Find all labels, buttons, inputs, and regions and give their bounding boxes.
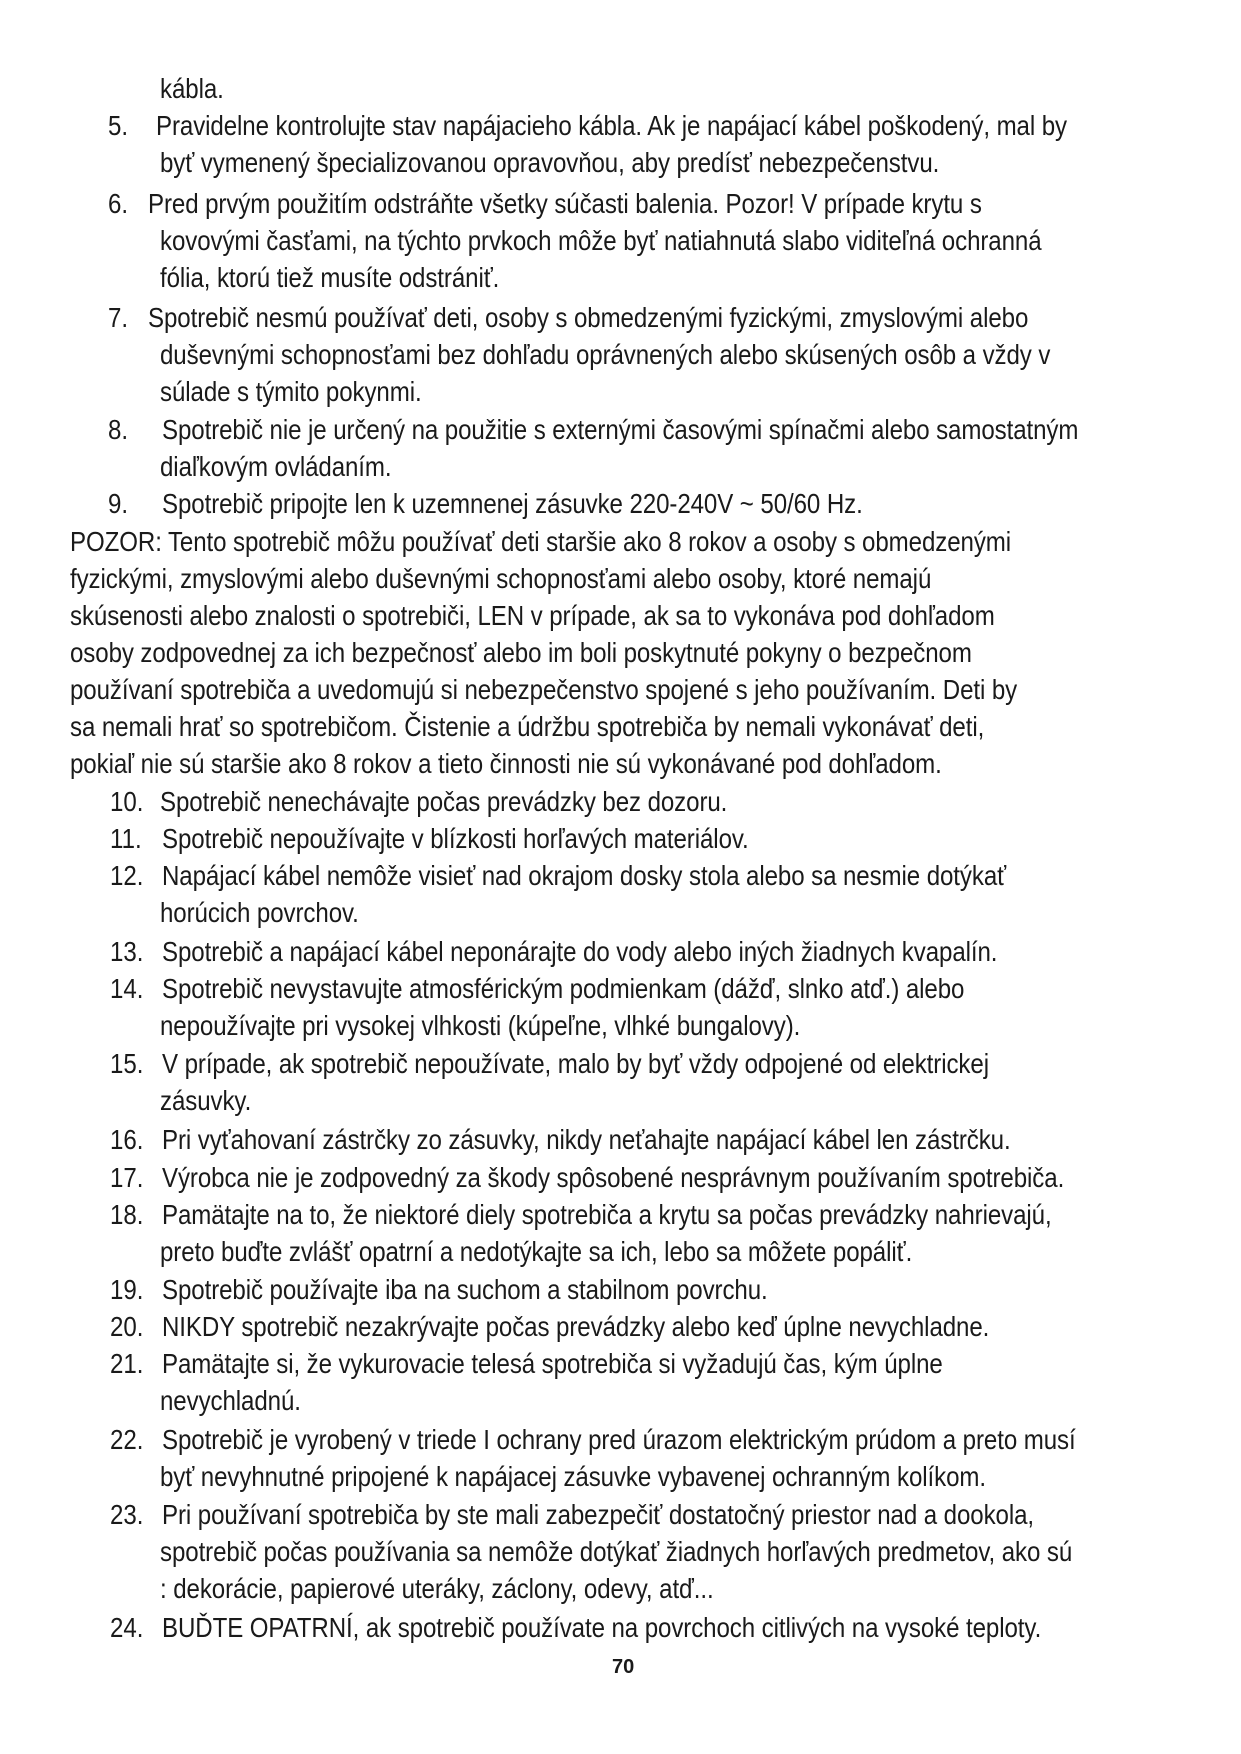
item-line: kovovými časťami, na týchto prvkoch môže byť natiahnutá slabo viditeľná ochranná [160, 225, 1042, 256]
item-line: Spotrebič nesmú používať deti, osoby s obmedzenými fyzickými, zmyslovými alebo [148, 302, 1029, 333]
item-line: preto buďte zvlášť opatrní a nedotýkajte sa ich, lebo sa môžete popáliť. [160, 1236, 913, 1267]
item-number: 24. [110, 1612, 144, 1643]
warning-line: pokiaľ nie sú staršie ako 8 rokov a tieto činnosti nie sú vykonávané pod dohľadom. [70, 748, 942, 779]
item-number: 15. [110, 1048, 144, 1079]
item-line: Výrobca nie je zodpovedný za škody spôsobené nesprávnym používaním spotrebiča. [162, 1162, 1065, 1193]
item-number: 7. [108, 302, 129, 333]
item-line: Spotrebič nevystavujte atmosférickým podmienkam (dážď, slnko atď.) alebo [162, 973, 965, 1004]
item-line: súlade s týmito pokynmi. [160, 376, 422, 407]
item-number: 9. [108, 488, 129, 519]
item-number: 17. [110, 1162, 144, 1193]
item-line: zásuvky. [160, 1085, 252, 1116]
item-line: Pri vyťahovaní zástrčky zo zásuvky, nikdy neťahajte napájací kábel len zástrčku. [162, 1124, 1011, 1155]
item-number: 11. [110, 823, 142, 854]
warning-line: skúsenosti alebo znalosti o spotrebiči, LEN v prípade, ak sa to vykonáva pod dohľadom [70, 600, 995, 631]
item-number: 21. [110, 1348, 144, 1379]
item-line: byť nevyhnutné pripojené k napájacej zásuvke vybavenej ochranným kolíkom. [160, 1461, 986, 1492]
item-number: 12. [110, 860, 144, 891]
item-number: 8. [108, 414, 129, 445]
item-line: Pamätajte si, že vykurovacie telesá spotrebiča si vyžadujú čas, kým úplne [162, 1348, 943, 1379]
item-line: nepoužívajte pri vysokej vlhkosti (kúpeľne, vlhké bungalovy). [160, 1010, 801, 1041]
item-line: Spotrebič pripojte len k uzemnenej zásuvke 220-240V ~ 50/60 Hz. [162, 488, 863, 519]
item-number: 10. [110, 786, 144, 817]
item-line: nevychladnú. [160, 1385, 301, 1416]
item-line: BUĎTE OPATRNÍ, ak spotrebič používate na povrchoch citlivých na vysoké teploty. [162, 1612, 1042, 1643]
item-number: 14. [110, 973, 144, 1004]
item-number: 19. [110, 1274, 144, 1305]
warning-line: osoby zodpovednej za ich bezpečnosť alebo im boli poskytnuté pokyny o bezpečnom [70, 637, 972, 668]
item-line: Spotrebič nenechávajte počas prevádzky bez dozoru. [160, 786, 728, 817]
item-line: V prípade, ak spotrebič nepoužívate, malo by byť vždy odpojené od elektrickej [162, 1048, 989, 1079]
item-line: Napájací kábel nemôže visieť nad okrajom dosky stola alebo sa nesmie dotýkať [162, 860, 1007, 891]
item-line: spotrebič počas používania sa nemôže dotýkať žiadnych horľavých predmetov, ako sú [160, 1536, 1073, 1567]
item-continuation-line: kábla. [160, 73, 224, 104]
item-line: Pravidelne kontrolujte stav napájacieho kábla. Ak je napájací kábel poškodený, mal by [156, 110, 1067, 141]
item-line: Pred prvým použitím odstráňte všetky súčasti balenia. Pozor! V prípade krytu s [148, 188, 982, 219]
warning-line: POZOR: Tento spotrebič môžu používať deti staršie ako 8 rokov a osoby s obmedzenými [70, 526, 1012, 557]
item-line: Spotrebič nie je určený na použitie s externými časovými spínačmi alebo samostatným [162, 414, 1079, 445]
item-line: fólia, ktorú tiež musíte odstrániť. [160, 262, 500, 293]
item-line: duševnými schopnosťami bez dohľadu oprávnených alebo skúsených osôb a vždy v [160, 339, 1051, 370]
item-line: Pri používaní spotrebiča by ste mali zabezpečiť dostatočný priestor nad a dookola, [162, 1499, 1035, 1530]
item-line: horúcich povrchov. [160, 897, 359, 928]
warning-line: fyzickými, zmyslovými alebo duševnými schopnosťami alebo osoby, ktoré nemajú [70, 563, 932, 594]
item-line: Spotrebič je vyrobený v triede I ochrany pred úrazom elektrickým prúdom a preto musí [162, 1424, 1076, 1455]
item-line: Spotrebič a napájací kábel neponárajte do vody alebo iných žiadnych kvapalín. [162, 936, 998, 967]
item-line: Pamätajte na to, že niektoré diely spotrebiča a krytu sa počas prevádzky nahrievajú, [162, 1199, 1052, 1230]
item-line: Spotrebič nepoužívajte v blízkosti horľavých materiálov. [162, 823, 749, 854]
item-number: 5. [108, 110, 129, 141]
item-line: byť vymenený špecializovanou opravovňou, aby predísť nebezpečenstvu. [160, 147, 940, 178]
page-number: 70 [612, 1656, 635, 1678]
warning-line: sa nemali hrať so spotrebičom. Čistenie a údržbu spotrebiča by nemali vykonávať deti, [70, 711, 985, 742]
item-number: 13. [110, 936, 144, 967]
item-number: 22. [110, 1424, 144, 1455]
item-number: 23. [110, 1499, 144, 1530]
item-number: 16. [110, 1124, 144, 1155]
item-line: : dekorácie, papierové uteráky, záclony, odevy, atď... [160, 1573, 714, 1604]
item-number: 6. [108, 188, 129, 219]
item-line: diaľkovým ovládaním. [160, 451, 392, 482]
warning-line: používaní spotrebiča a uvedomujú si nebezpečenstvo spojené s jeho používaním. Deti by [70, 674, 1018, 705]
item-number: 20. [110, 1311, 144, 1342]
item-line: Spotrebič používajte iba na suchom a stabilnom povrchu. [162, 1274, 768, 1305]
item-number: 18. [110, 1199, 144, 1230]
item-line: NIKDY spotrebič nezakrývajte počas prevádzky alebo keď úplne nevychladne. [162, 1311, 990, 1342]
